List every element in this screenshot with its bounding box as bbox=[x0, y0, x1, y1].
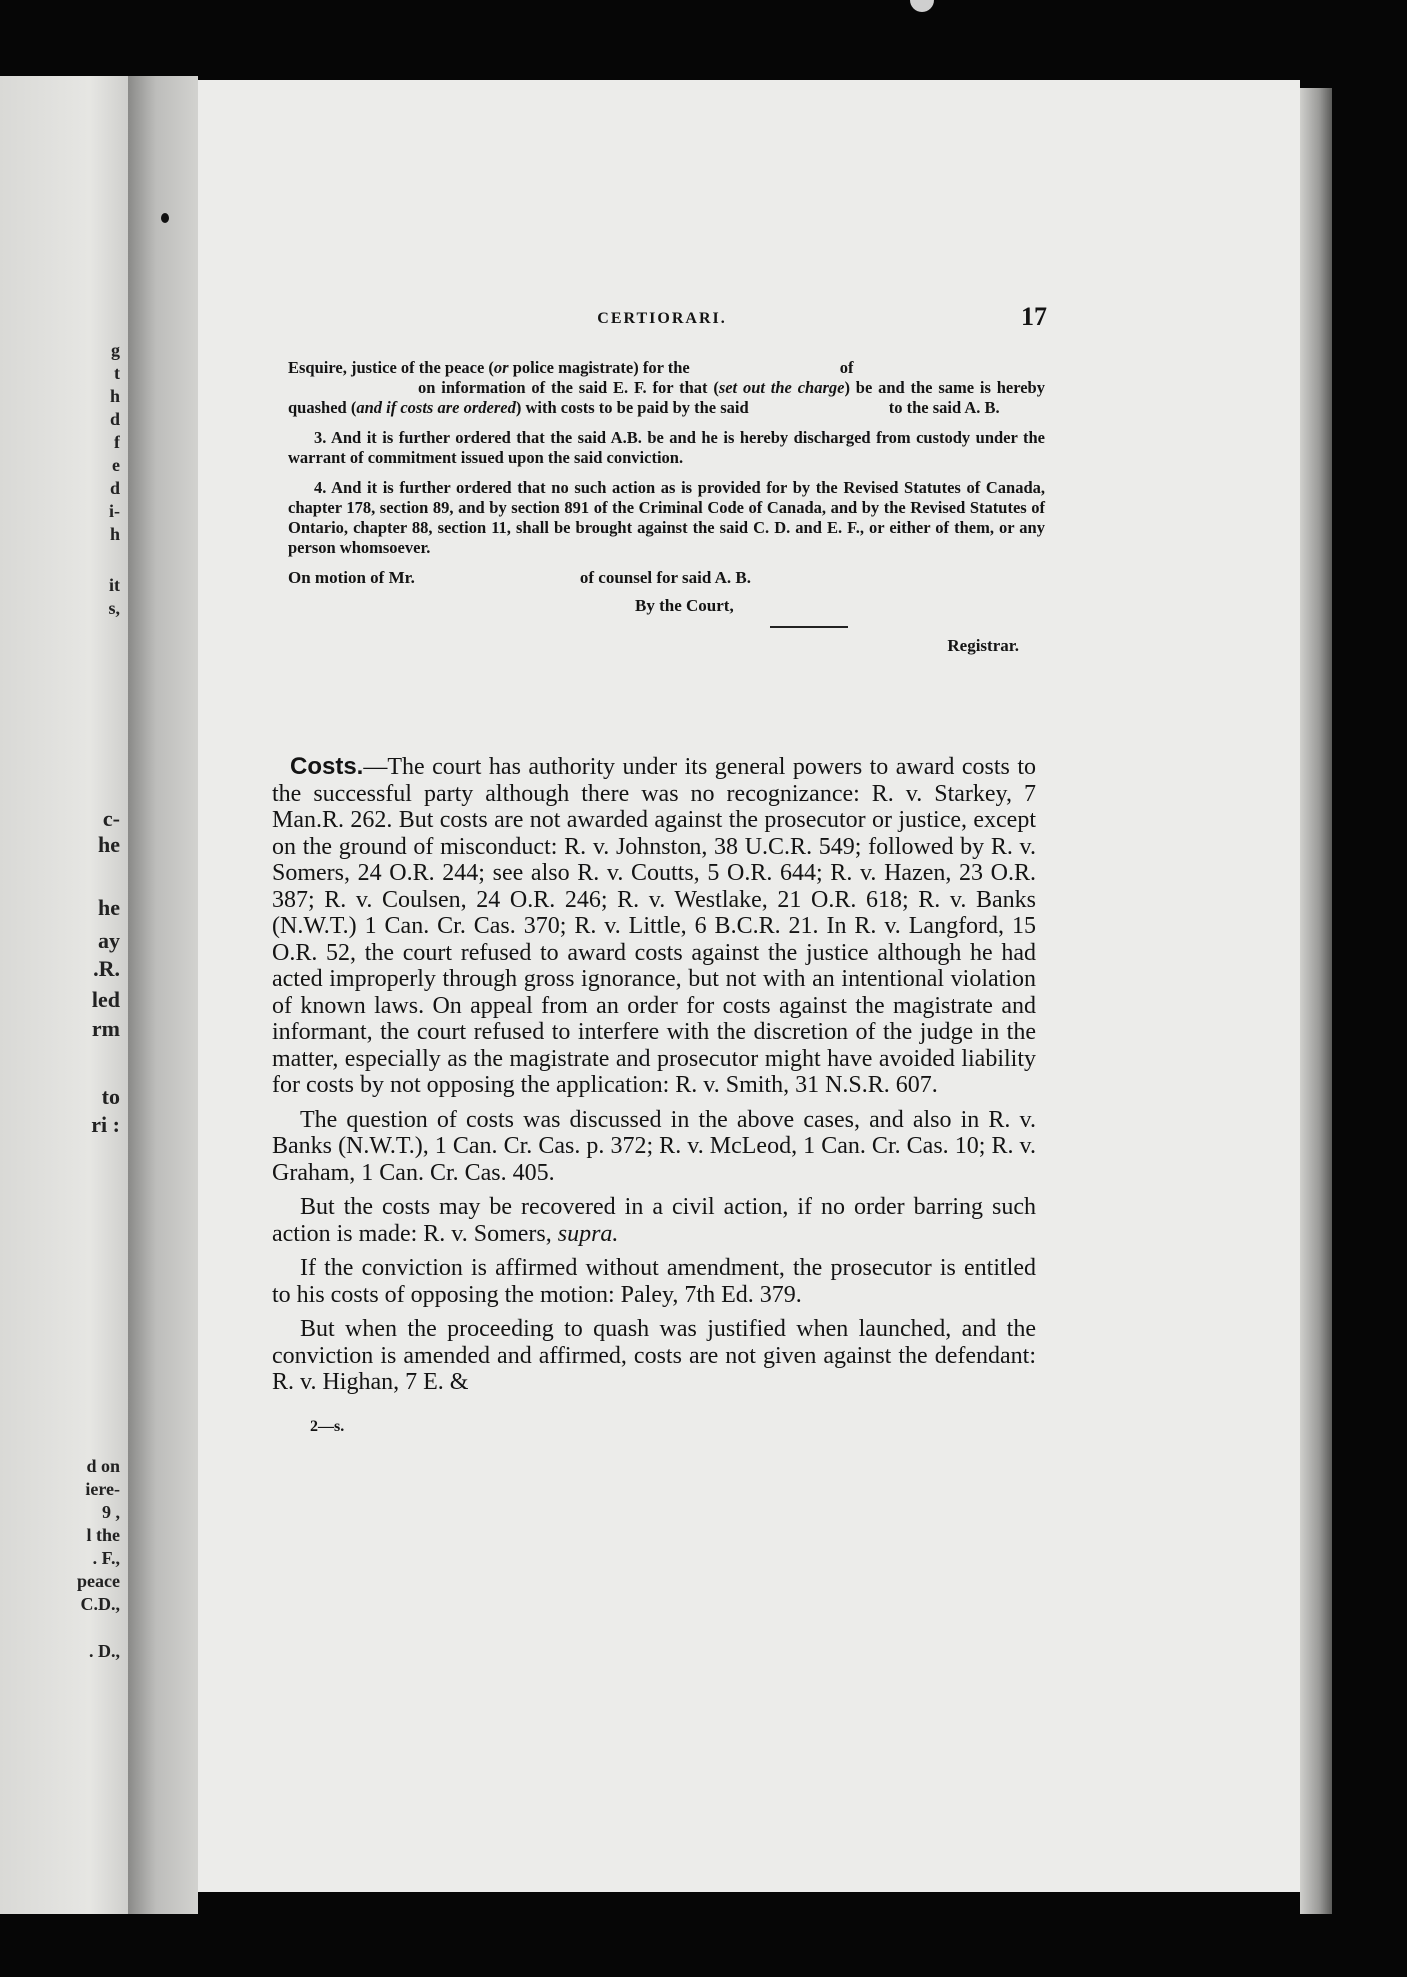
page-number: 17 bbox=[1021, 302, 1047, 331]
fragment: e bbox=[112, 455, 120, 475]
fragment: d bbox=[109, 478, 120, 498]
scan-blot bbox=[910, 0, 934, 12]
page-header bbox=[277, 302, 1047, 342]
signature-mark: 2—s. bbox=[310, 1417, 345, 1435]
fragment: ay bbox=[98, 928, 120, 953]
fragment: l the bbox=[86, 1525, 120, 1545]
fragment: h bbox=[109, 386, 120, 406]
fragment: d bbox=[109, 409, 120, 429]
punch-hole-mark bbox=[161, 213, 169, 223]
by-the-court: By the Court, bbox=[635, 596, 734, 615]
fragment: C.D., bbox=[80, 1594, 120, 1614]
costs-paragraph-3 bbox=[272, 1194, 1036, 1247]
text-run: on information of the said E. F. for that ( bbox=[418, 378, 719, 397]
text-run: of bbox=[839, 358, 854, 377]
registrar-label: Registrar. bbox=[947, 636, 1019, 655]
motion-line bbox=[288, 568, 1045, 588]
italic-run: and if costs are ordered bbox=[356, 398, 516, 417]
text-run: Esquire, justice of the peace ( bbox=[288, 358, 494, 377]
fragment: he bbox=[98, 895, 120, 920]
text-run: to the said A. B. bbox=[888, 398, 1000, 417]
order-paragraph-4: 4. And it is further ordered that no such action as is provided for by the Revised Statutes of Canada, chapter 178, section 89, and by section 891 of the Criminal Code of Canada, and by the Revised Statutes of Ontario, chapter 88, section 11, shall be brought against the said C. D. and E. F., or either of them, or any person whomsoever. bbox=[288, 478, 1045, 557]
text-run: ) with costs to be paid by the said bbox=[515, 398, 749, 417]
costs-section bbox=[272, 754, 1036, 1440]
text-run: police magistrate) for the bbox=[508, 358, 690, 377]
fragment: to bbox=[101, 1084, 120, 1109]
fragment: he bbox=[98, 832, 120, 857]
costs-heading: Costs. bbox=[290, 753, 364, 780]
fragment: . F., bbox=[92, 1548, 120, 1568]
book-gutter bbox=[128, 76, 198, 1914]
fragment: peace bbox=[77, 1571, 120, 1591]
fragment: h bbox=[109, 524, 120, 544]
order-paragraph-2 bbox=[288, 358, 1045, 418]
fragment: c- bbox=[102, 806, 120, 831]
fragment: i- bbox=[109, 501, 120, 521]
italic-run: set out the charge bbox=[718, 378, 845, 397]
signature-rule bbox=[770, 626, 848, 628]
text-run: On motion of Mr. bbox=[288, 568, 415, 587]
italic-run: supra. bbox=[557, 1220, 619, 1247]
text-run: But the costs may be recovered in a civil action, if no order barring such action is made: R. v. Somers, bbox=[272, 1194, 1036, 1247]
order-paragraph-3: 3. And it is further ordered that the said A.B. be and he is hereby discharged from custody under the warrant of commitment issued upon the said conviction. bbox=[288, 428, 1045, 467]
fragment: t bbox=[114, 363, 120, 383]
fragment: led bbox=[91, 987, 120, 1012]
fragment: f bbox=[114, 432, 120, 452]
costs-paragraph-1 bbox=[272, 754, 1036, 1099]
fragment: . D., bbox=[89, 1641, 120, 1661]
italic-run: or bbox=[493, 358, 509, 377]
costs-paragraph-5: But when the proceeding to quash was justified when launched, and the conviction is amended and affirmed, costs are not given against the defendant: R. v. Highan, 7 E. & bbox=[272, 1316, 1036, 1395]
fragment: .R. bbox=[93, 956, 120, 981]
fragment: d on bbox=[86, 1456, 120, 1476]
text-run: of counsel for said A. B. bbox=[579, 568, 751, 587]
fragment: it bbox=[109, 575, 120, 595]
text-run: —The court has authority under its general powers to award costs to the successful party although there was no recognizance: R. v. Starkey, 7 Man.R. 262. But costs are not awarded against the prosecutor or justice, except on the ground of misconduct: R. v. Johnston, 38 U.C.R. 549; followed by R. v. Somers, 24 O.R. 244; see also R. v. Coutts, 5 O.R. 644; R. v. Hazen, 23 O.R. 387; R. v. Coulsen, 24 O.R. 246; R. v. Westlake, 21 O.R. 618; R. v. Banks (N.W.T.) 1 Can. Cr. Cas. 370; R. v. Little, 6 B.C.R. 21. In R. v. Langford, 15 O.R. 52, the court refused to award costs against the justice although he had acted improperly through gross ignorance, but not with an intentional violation of known laws. On appeal from an order for costs against the magistrate and informant, the court refused to interfere with the discretion of the judge in the matter, especially as the magistrate and prosecutor might have avoided liability for costs by not opposing the application: R. v. Smith, 31 N.S.R. 607. bbox=[272, 754, 1036, 1098]
fragment: 9 , bbox=[102, 1502, 120, 1522]
fragment: ri : bbox=[91, 1112, 120, 1137]
text-run: ) be and the same is hereby quashed ( bbox=[288, 378, 1045, 417]
order-form-text bbox=[288, 358, 1045, 656]
page-edge-shadow bbox=[1300, 88, 1332, 1914]
fragment: g bbox=[111, 340, 120, 360]
running-head: CERTIORARI. bbox=[597, 310, 727, 327]
fragment: s, bbox=[108, 598, 120, 618]
fragment: rm bbox=[91, 1016, 120, 1041]
costs-paragraph-4: If the conviction is affirmed without amendment, the prosecutor is entitled to his costs of opposing the motion: Paley, 7th Ed. 379. bbox=[272, 1255, 1036, 1308]
costs-paragraph-2: The question of costs was discussed in the above cases, and also in R. v. Banks (N.W.T.), 1 Can. Cr. Cas. p. 372; R. v. McLeod, 1 Can. Cr. Cas. 10; R. v. Graham, 1 Can. Cr. Cas. 405. bbox=[272, 1106, 1036, 1186]
fragment: iere- bbox=[85, 1479, 120, 1499]
